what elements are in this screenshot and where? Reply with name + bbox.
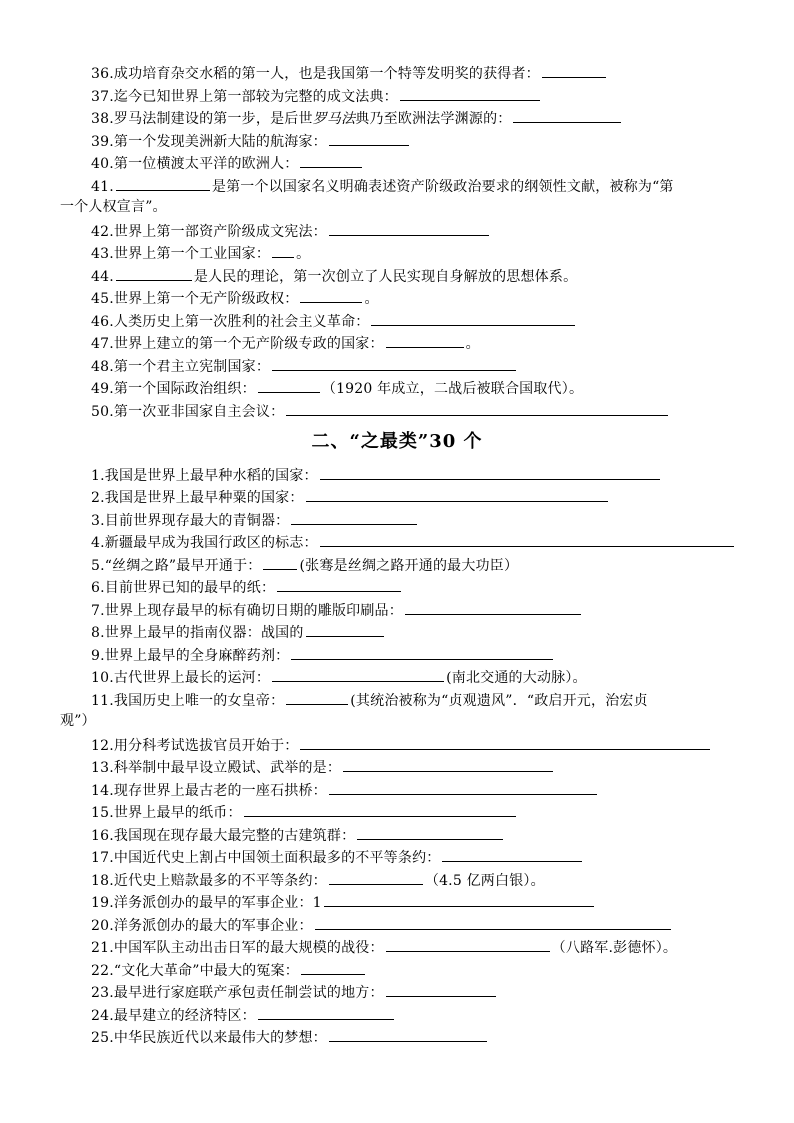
answer-blank[interactable] (258, 379, 320, 393)
answer-blank[interactable] (386, 983, 496, 997)
item-11: 11.我国历史上唯一的女皇帝： (其统治被称为“贞观遗风”．“政启开元，治宏贞 (91, 693, 648, 709)
item-14: 14.现存世界上最古老的一座石拱桥： (91, 781, 599, 799)
answer-blank[interactable] (277, 578, 401, 592)
answer-blank[interactable] (329, 1028, 487, 1042)
section-heading: 二、“之最类”30 个 (311, 431, 483, 452)
item-7: 7.世界上现存最早的标有确切日期的雕版印刷品： (91, 601, 583, 619)
item-2: 2.我国是世界上最早种粟的国家： (91, 488, 610, 506)
answer-blank[interactable] (272, 357, 516, 371)
answer-blank[interactable] (306, 488, 608, 502)
item-41: 41. 是第一个以国家名义明确表述资产阶级政治要求的纲领性文献，被称为“第 (91, 179, 674, 195)
item-18: 18.近代史上赔款最多的不平等条约： （4.5 亿两白银）。 (91, 873, 545, 889)
answer-blank[interactable] (291, 511, 417, 525)
answer-blank[interactable] (244, 803, 516, 817)
item-13: 13.科举制中最早设立殿试、武举的是： (91, 758, 555, 776)
answer-blank[interactable] (386, 938, 550, 952)
item-16: 16.我国现在现存最大最完整的古建筑群： (91, 826, 505, 844)
item-20: 20.洋务派创办的最大的军事企业： (91, 916, 673, 934)
answer-blank[interactable] (320, 533, 734, 547)
answer-blank[interactable] (272, 668, 444, 682)
item-3: 3.目前世界现存最大的青铜器： (91, 511, 419, 529)
item-9: 9.世界上最早的全身麻醉药剂： (91, 646, 555, 664)
item-25: 25.中华民族近代以来最伟大的梦想： (91, 1028, 489, 1046)
item-43: 43.世界上第一个工业国家： 。 (91, 246, 311, 262)
item-15: 15.世界上最早的纸币： (91, 803, 518, 821)
answer-blank[interactable] (329, 132, 409, 146)
answer-blank[interactable] (300, 736, 710, 750)
item-21: 21.中国军队主动出击日军的最大规模的战役： （八路军.彭德怀）。 (91, 940, 678, 956)
answer-blank[interactable] (320, 466, 660, 480)
answer-blank[interactable] (324, 893, 594, 907)
answer-blank[interactable] (329, 781, 597, 795)
answer-blank[interactable] (329, 222, 489, 236)
answer-blank[interactable] (343, 758, 553, 772)
item-10: 10.古代世界上最长的运河： (南北交通的大动脉）。 (91, 670, 587, 686)
item-19: 19.洋务派创办的最早的军事企业：1 (91, 893, 596, 911)
answer-blank[interactable] (263, 556, 297, 570)
item-11-cont: 观”） (60, 713, 96, 729)
item-6: 6.目前世界已知的最早的纸： (91, 578, 403, 596)
answer-blank[interactable] (542, 64, 606, 78)
answer-blank[interactable] (272, 244, 294, 258)
answer-blank[interactable] (442, 848, 582, 862)
answer-blank[interactable] (258, 1006, 394, 1020)
answer-blank[interactable] (301, 961, 365, 975)
item-4: 4.新疆最早成为我国行政区的标志： (91, 533, 736, 551)
item-23: 23.最早进行家庭联产承包责任制尝试的地方： (91, 983, 498, 1001)
answer-blank[interactable] (116, 177, 210, 191)
item-5: 5.“丝绸之路”最早开通于： (张骞是丝绸之路开通的最大功臣） (91, 558, 519, 574)
item-8: 8.世界上最早的指南仪器：战国的 (91, 623, 386, 641)
answer-blank[interactable] (405, 601, 581, 615)
item-48: 48.第一个君主立宪制国家： (91, 357, 518, 375)
item-40: 40.第一位横渡太平洋的欧洲人： (91, 154, 364, 172)
answer-blank[interactable] (286, 691, 348, 705)
item-37: 37.迄今已知世界上第一部较为完整的成文法典： (91, 87, 542, 105)
item-17: 17.中国近代史上割占中国领土面积最多的不平等条约： (91, 848, 584, 866)
item-36: 36.成功培育杂交水稻的第一人，也是我国第一个特等发明奖的获得者： (91, 64, 608, 82)
answer-blank[interactable] (291, 646, 553, 660)
answer-blank[interactable] (400, 87, 540, 101)
answer-blank[interactable] (300, 289, 362, 303)
answer-blank[interactable] (286, 402, 668, 416)
item-24: 24.最早建立的经济特区： (91, 1006, 396, 1024)
item-39: 39.第一个发现美洲新大陆的航海家： (91, 132, 411, 150)
item-49: 49.第一个国际政治组织： （1920 年成立，二战后被联合国取代）。 (91, 381, 584, 397)
item-45: 45.世界上第一个无产阶级政权： 。 (91, 291, 379, 307)
answer-blank[interactable] (116, 267, 192, 281)
item-12: 12.用分科考试选拔官员开始于： (91, 736, 712, 754)
item-41-cont: 一个人权宣言”。 (60, 199, 167, 215)
item-46: 46.人类历史上第一次胜利的社会主义革命： (91, 312, 577, 330)
answer-blank[interactable] (300, 154, 362, 168)
item-1: 1.我国是世界上最早种水稻的国家： (91, 466, 662, 484)
answer-blank[interactable] (306, 623, 384, 637)
item-44: 44. 是人民的理论，第一次创立了人民实现自身解放的思想体系。 (91, 269, 578, 285)
answer-blank[interactable] (329, 871, 423, 885)
item-42: 42.世界上第一部资产阶级成文宪法： (91, 222, 491, 240)
answer-blank[interactable] (371, 312, 575, 326)
item-38: 38.罗马法制建设的第一步，是后世罗马法典乃至欧洲法学渊源的： (91, 109, 623, 127)
item-22: 22.“文化大革命”中最大的冤案： (91, 961, 367, 979)
item-47: 47.世界上建立的第一个无产阶级专政的国家： 。 (91, 336, 480, 352)
answer-blank[interactable] (386, 334, 464, 348)
answer-blank[interactable] (513, 109, 621, 123)
item-50: 50.第一次亚非国家自主会议： (91, 402, 670, 420)
answer-blank[interactable] (315, 916, 671, 930)
answer-blank[interactable] (357, 826, 503, 840)
